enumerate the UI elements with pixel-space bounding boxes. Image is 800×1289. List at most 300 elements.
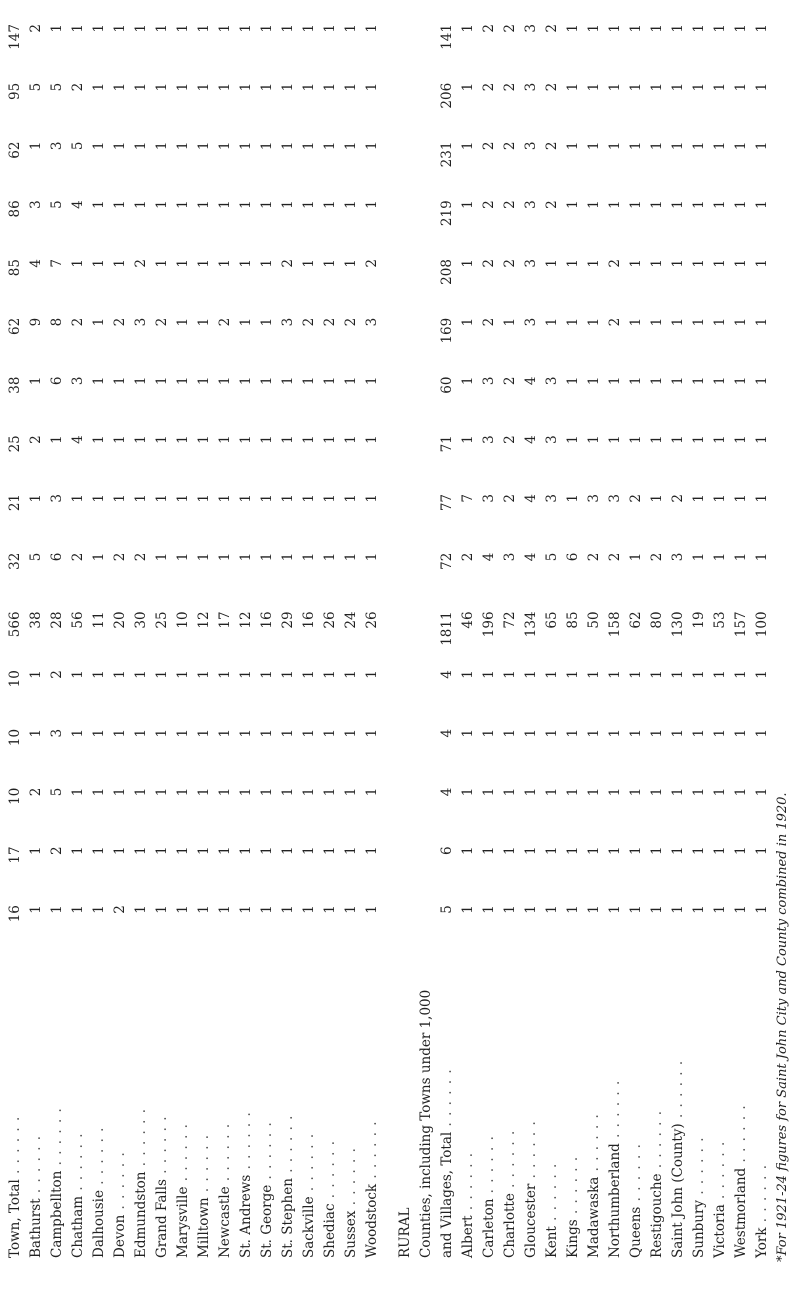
table-cell: 1 <box>279 493 296 503</box>
table-cell <box>416 547 437 606</box>
leader-dots: . . . . . . <box>480 1135 497 1199</box>
table-cell: 2 <box>648 552 665 562</box>
table-row <box>215 18 236 1262</box>
table-cell: 1 <box>669 787 686 797</box>
table-cell: 1 <box>648 787 665 797</box>
table-cell: 1 <box>363 905 380 914</box>
table-cell: 1 <box>363 82 380 92</box>
table-cell: 1 <box>195 82 212 92</box>
table-cell: 1 <box>237 200 254 209</box>
table-cell: 134 <box>522 611 539 638</box>
table-cell: 1 <box>543 259 560 268</box>
table-cell: 1 <box>153 552 170 562</box>
table-cell: 1 <box>279 200 296 209</box>
table-cell: 1 <box>258 728 275 738</box>
table-row <box>689 18 710 1262</box>
table-cell: 2 <box>501 259 518 268</box>
table-cell: 1 <box>459 376 476 386</box>
table-cell: 1 <box>627 24 644 33</box>
table-cell: 1 <box>753 376 770 386</box>
table-cell: 4 <box>438 670 455 679</box>
table-cell: 1 <box>585 200 602 209</box>
table-cell: 2 <box>501 493 518 503</box>
table-row <box>89 18 110 1262</box>
table-cell: 24 <box>342 611 359 629</box>
table-cell: 147 <box>6 24 23 50</box>
table-cell: 1 <box>753 846 770 855</box>
table-cell: 1 <box>669 24 686 33</box>
table-cell: 1 <box>195 493 212 503</box>
table-cell: 1 <box>732 259 749 268</box>
table-cell: 1 <box>300 905 317 914</box>
table-cell: 85 <box>564 611 581 629</box>
table-cell: 1 <box>585 787 602 797</box>
table-cell: 1 <box>459 905 476 914</box>
table-row <box>5 18 26 1262</box>
table-cell: 1 <box>627 846 644 855</box>
table-cell: 1 <box>669 317 686 327</box>
table-cell: 1 <box>342 82 359 92</box>
table-cell: 1 <box>669 82 686 92</box>
table-cell: 1 <box>459 317 476 327</box>
table-cell: 1 <box>153 905 170 914</box>
table-cell: 1 <box>258 259 275 268</box>
table-cell: 1 <box>216 670 233 679</box>
table-cell: 1 <box>69 905 86 914</box>
table-cell: 1 <box>711 376 728 386</box>
table-cell: 1 <box>27 141 44 151</box>
table-cell: 2 <box>342 317 359 327</box>
table-cell: 5 <box>438 905 455 914</box>
table-cell: 1 <box>669 846 686 855</box>
table-cell: 1 <box>732 670 749 679</box>
table-cell: 158 <box>606 611 623 638</box>
row-label <box>47 958 68 1262</box>
table-cell: 1 <box>459 259 476 268</box>
table-cell: 1 <box>69 24 86 33</box>
table-cell: 1 <box>543 787 560 797</box>
table-cell: 1 <box>258 376 275 386</box>
table-cell: 2 <box>501 435 518 444</box>
table-cell: 1 <box>627 141 644 151</box>
table-cell: 1 <box>732 846 749 855</box>
table-cell: 1 <box>363 200 380 209</box>
table-cell: 2 <box>501 24 518 33</box>
leader-dots: . . . . . . <box>501 1129 518 1194</box>
table-cell: 1 <box>711 552 728 562</box>
table-cell: 1 <box>711 493 728 503</box>
table-cell: 1 <box>732 141 749 151</box>
table-cell: 86 <box>6 200 23 218</box>
table-cell: 1 <box>753 493 770 503</box>
row-label <box>89 958 110 1262</box>
table-cell: 25 <box>153 611 170 629</box>
table-cell: 3 <box>522 82 539 92</box>
table-cell: 1 <box>564 259 581 268</box>
table-cell: 1 <box>174 200 191 209</box>
table-cell: 1 <box>564 846 581 855</box>
table-cell: 65 <box>543 611 560 629</box>
table-cell: 1 <box>501 787 518 797</box>
table-cell: 1 <box>216 435 233 444</box>
table-cell: 1 <box>711 905 728 914</box>
table-cell: 4 <box>522 435 539 444</box>
table-cell: 1 <box>111 435 128 444</box>
table-cell: 1 <box>522 787 539 797</box>
table-cell: 2 <box>279 259 296 268</box>
row-label-text: Albert <box>459 1215 476 1258</box>
table-cell: 1 <box>195 728 212 738</box>
table-cell: 1 <box>321 200 338 209</box>
table-cell: 1 <box>237 905 254 914</box>
table-cell: 2 <box>27 787 44 797</box>
table-cell: 1 <box>27 670 44 679</box>
table-cell: 10 <box>174 611 191 629</box>
table-cell: 1 <box>237 670 254 679</box>
table-row <box>173 18 194 1262</box>
table-row <box>500 18 521 1262</box>
table-cell: 1 <box>90 200 107 209</box>
table-cell: 50 <box>585 611 602 629</box>
table-cell: 62 <box>627 611 644 629</box>
table-cell: 1 <box>648 82 665 92</box>
table-cell: 2 <box>27 24 44 33</box>
table-cell: 1 <box>300 259 317 268</box>
table-cell: 1 <box>111 200 128 209</box>
table-cell: 26 <box>363 611 380 629</box>
table-cell: 3 <box>606 493 623 503</box>
table-cell: 1 <box>648 200 665 209</box>
table-cell: 1 <box>459 24 476 33</box>
table-cell: 1 <box>237 24 254 33</box>
table-row <box>437 18 458 1262</box>
table-cell: 1 <box>132 141 149 151</box>
table-cell: 60 <box>438 376 455 394</box>
table-cell: 1 <box>732 493 749 503</box>
table-cell: 2 <box>606 259 623 268</box>
table-cell: 1 <box>174 728 191 738</box>
table-cell: 3 <box>522 317 539 327</box>
table-cell: 1 <box>132 24 149 33</box>
table-row <box>194 18 215 1262</box>
table-cell: 1 <box>564 24 581 33</box>
table-cell: 2 <box>606 552 623 562</box>
table-cell: 1 <box>111 376 128 386</box>
table-cell: 1 <box>753 24 770 33</box>
leader-dots: . . . . . . <box>438 1068 455 1132</box>
table-cell: 1 <box>27 846 44 855</box>
table-cell: 1 <box>648 728 665 738</box>
table-cell: 1 <box>480 905 497 914</box>
table-cell: 3 <box>132 317 149 327</box>
table-cell: 1 <box>153 846 170 855</box>
table-cell <box>416 194 437 253</box>
row-label <box>110 958 131 1262</box>
table-cell: 130 <box>669 611 686 638</box>
row-label <box>605 958 626 1262</box>
table-cell: 10 <box>6 728 23 747</box>
table-cell: 3 <box>480 493 497 503</box>
table-cell: 1 <box>321 141 338 151</box>
table-cell: 1 <box>606 905 623 914</box>
table-cell: 1 <box>48 435 65 444</box>
table-cell: 1 <box>153 787 170 797</box>
table-cell: 1 <box>300 670 317 679</box>
table-cell: 1 <box>69 787 86 797</box>
table-cell: 1 <box>195 670 212 679</box>
table-cell: 1 <box>90 435 107 444</box>
table-cell: 1 <box>90 670 107 679</box>
table-cell: 1 <box>174 376 191 386</box>
table-cell: 1 <box>27 376 44 386</box>
table-cell: 1 <box>690 846 707 855</box>
table-row <box>68 18 89 1262</box>
table-cell: 1 <box>216 24 233 33</box>
table-cell: 1 <box>459 435 476 444</box>
row-label <box>563 958 584 1262</box>
row-label-text: Chatham <box>69 1195 86 1258</box>
table-cell: 1 <box>564 787 581 797</box>
table-cell: 1 <box>237 787 254 797</box>
table-cell: 2 <box>480 317 497 327</box>
table-cell: 1 <box>753 82 770 92</box>
table-cell: 1 <box>585 376 602 386</box>
table-cell: 1 <box>648 259 665 268</box>
row-label-text: Sackville <box>300 1196 317 1258</box>
table-cell: 157 <box>732 611 749 638</box>
table-cell: 3 <box>48 493 65 503</box>
table-cell: 1 <box>648 317 665 327</box>
leader-dots: . . . . . . <box>564 1155 581 1220</box>
table-cell: 1 <box>711 435 728 444</box>
table-cell <box>416 899 437 958</box>
table-cell: 1 <box>606 670 623 679</box>
table-cell: 1 <box>585 728 602 738</box>
table-cell: 1 <box>258 24 275 33</box>
table-cell: 1 <box>753 787 770 797</box>
table-cell: 29 <box>279 611 296 629</box>
row-label <box>194 958 215 1262</box>
table-cell: 1 <box>216 376 233 386</box>
table-cell: 1 <box>300 24 317 33</box>
table-cell: 2 <box>543 200 560 209</box>
table-cell: 1 <box>543 846 560 855</box>
table-cell: 1 <box>132 376 149 386</box>
leader-dots: . . . . . . <box>711 1140 728 1205</box>
table-cell: 38 <box>27 611 44 629</box>
table-cell: 1 <box>342 552 359 562</box>
table-cell: 1 <box>195 259 212 268</box>
leader-dots: . . . . . . <box>648 1109 665 1174</box>
table-cell: 1 <box>258 552 275 562</box>
table-cell: 1 <box>174 787 191 797</box>
table-row <box>362 18 383 1262</box>
row-label <box>152 958 173 1262</box>
table-cell: 1 <box>564 493 581 503</box>
table-cell: 2 <box>132 552 149 562</box>
table-cell: 1 <box>258 905 275 914</box>
table-cell: 1 <box>690 200 707 209</box>
table-cell: 1 <box>153 435 170 444</box>
table-cell: 1 <box>480 670 497 679</box>
table-cell: 12 <box>237 611 254 629</box>
table-cell: 2 <box>585 552 602 562</box>
table-cell: 1 <box>153 141 170 151</box>
table-cell: 17 <box>6 846 23 864</box>
table-cell: 5 <box>48 787 65 797</box>
row-label-text: Newcastle <box>216 1186 233 1258</box>
table-cell: 4 <box>438 787 455 797</box>
table-cell: 1 <box>459 728 476 738</box>
table-cell: 1 <box>711 24 728 33</box>
table-cell: 1 <box>279 376 296 386</box>
table-cell: 1 <box>174 670 191 679</box>
table-cell: 7 <box>459 493 476 503</box>
table-cell: 1 <box>564 670 581 679</box>
table-cell: 1 <box>279 141 296 151</box>
table-cell: 1 <box>195 787 212 797</box>
table-cell: 1 <box>258 787 275 797</box>
row-label-text: Campbellton <box>48 1170 65 1258</box>
row-label-text: Shediac <box>321 1203 338 1258</box>
table-cell: 1 <box>342 905 359 914</box>
table-cell: 5 <box>69 141 86 151</box>
table-cell: 1 <box>753 141 770 151</box>
table-cell: 1 <box>27 905 44 914</box>
table-cell: 1 <box>258 200 275 209</box>
table-cell: 1 <box>216 82 233 92</box>
table-cell: 2 <box>27 435 44 444</box>
row-label-text: Madawaska <box>585 1176 602 1258</box>
table-cell: 1 <box>648 435 665 444</box>
table-cell: 1 <box>501 317 518 327</box>
table-cell: 566 <box>6 611 23 638</box>
table-cell: 196 <box>480 611 497 638</box>
table-cell: 1 <box>216 200 233 209</box>
table-cell: 10 <box>6 670 23 688</box>
table-cell: 1 <box>153 670 170 679</box>
table-cell <box>416 723 437 782</box>
table-cell: 1 <box>627 317 644 327</box>
leader-dots: . . . . . . <box>732 1104 749 1168</box>
table-cell: 1 <box>174 846 191 855</box>
table-cell: 1 <box>279 728 296 738</box>
table-cell: 1 <box>711 787 728 797</box>
table-cell: 5 <box>27 82 44 92</box>
table-cell: 1 <box>585 846 602 855</box>
table-cell: 3 <box>522 141 539 151</box>
table-row <box>521 18 542 1262</box>
table-cell: 1 <box>564 435 581 444</box>
table-row <box>341 18 362 1262</box>
table-cell: 1 <box>732 376 749 386</box>
table-cell: 1 <box>342 787 359 797</box>
table-cell: 1 <box>732 905 749 914</box>
table-cell: 1 <box>237 493 254 503</box>
table-cell: 1 <box>132 728 149 738</box>
table-cell: 26 <box>321 611 338 629</box>
row-label-text: Queens <box>627 1206 644 1258</box>
table-cell <box>416 253 437 312</box>
table-cell: 1 <box>300 82 317 92</box>
table-cell: 1 <box>195 376 212 386</box>
table-cell: 1 <box>711 846 728 855</box>
table-cell: 28 <box>48 611 65 629</box>
table-cell: 1 <box>195 141 212 151</box>
table-cell: 2 <box>48 670 65 679</box>
table-cell: 62 <box>6 317 23 335</box>
table-cell <box>416 664 437 723</box>
table-cell: 206 <box>438 82 455 109</box>
leader-dots: . . . . . . <box>627 1143 644 1207</box>
table-row <box>458 18 479 1262</box>
table-cell: 1 <box>480 728 497 738</box>
table-cell: 141 <box>438 24 455 50</box>
table-cell: 1 <box>564 905 581 914</box>
table-row <box>584 18 605 1262</box>
table-cell: 4 <box>69 435 86 444</box>
table-cell: 1 <box>753 259 770 268</box>
table-cell: 1 <box>585 905 602 914</box>
table-cell: 1 <box>669 200 686 209</box>
table-cell: 16 <box>300 611 317 629</box>
table-cell: 16 <box>6 905 23 923</box>
leader-dots: . . . . . . <box>6 1115 23 1180</box>
table-cell: 1 <box>279 905 296 914</box>
table-cell: 1 <box>669 376 686 386</box>
table-cell: 1 <box>342 670 359 679</box>
table-cell: 3 <box>669 552 686 562</box>
table-cell: 2 <box>543 24 560 33</box>
table-cell: 1 <box>237 728 254 738</box>
table-cell: 1 <box>753 435 770 444</box>
table-cell: 1 <box>690 24 707 33</box>
table-cell: 1 <box>321 259 338 268</box>
table-row <box>110 18 131 1262</box>
table-cell: 1 <box>90 787 107 797</box>
table-cell: 1 <box>522 728 539 738</box>
table-cell: 1 <box>111 728 128 738</box>
table-cell: 11 <box>90 611 107 629</box>
table-cell: 1 <box>732 24 749 33</box>
section-gap <box>383 18 416 1262</box>
row-label-text: Carleton <box>480 1198 497 1258</box>
table-cell: 3 <box>522 259 539 268</box>
row-label <box>731 958 752 1262</box>
row-label <box>68 958 89 1262</box>
table-cell: 2 <box>501 200 518 209</box>
table-cell: 2 <box>543 82 560 92</box>
table-cell: 1 <box>648 670 665 679</box>
table-cell: 1 <box>363 787 380 797</box>
table-cell: 3 <box>279 317 296 327</box>
table-cell: 1 <box>111 493 128 503</box>
table-cell: 1 <box>669 435 686 444</box>
table-row <box>731 18 752 1262</box>
table-cell: 1 <box>321 493 338 503</box>
leader-dots: . . . . . . <box>69 1132 86 1196</box>
table-cell: 1 <box>90 905 107 914</box>
table-cell: 1 <box>501 670 518 679</box>
table-cell: 16 <box>258 611 275 629</box>
table-cell: 1 <box>627 728 644 738</box>
table-cell: 1 <box>153 82 170 92</box>
table-cell: 1 <box>564 200 581 209</box>
table-cell: 80 <box>648 611 665 629</box>
table-row <box>278 18 299 1262</box>
table-cell: 1 <box>237 435 254 444</box>
table-cell: 1 <box>216 905 233 914</box>
